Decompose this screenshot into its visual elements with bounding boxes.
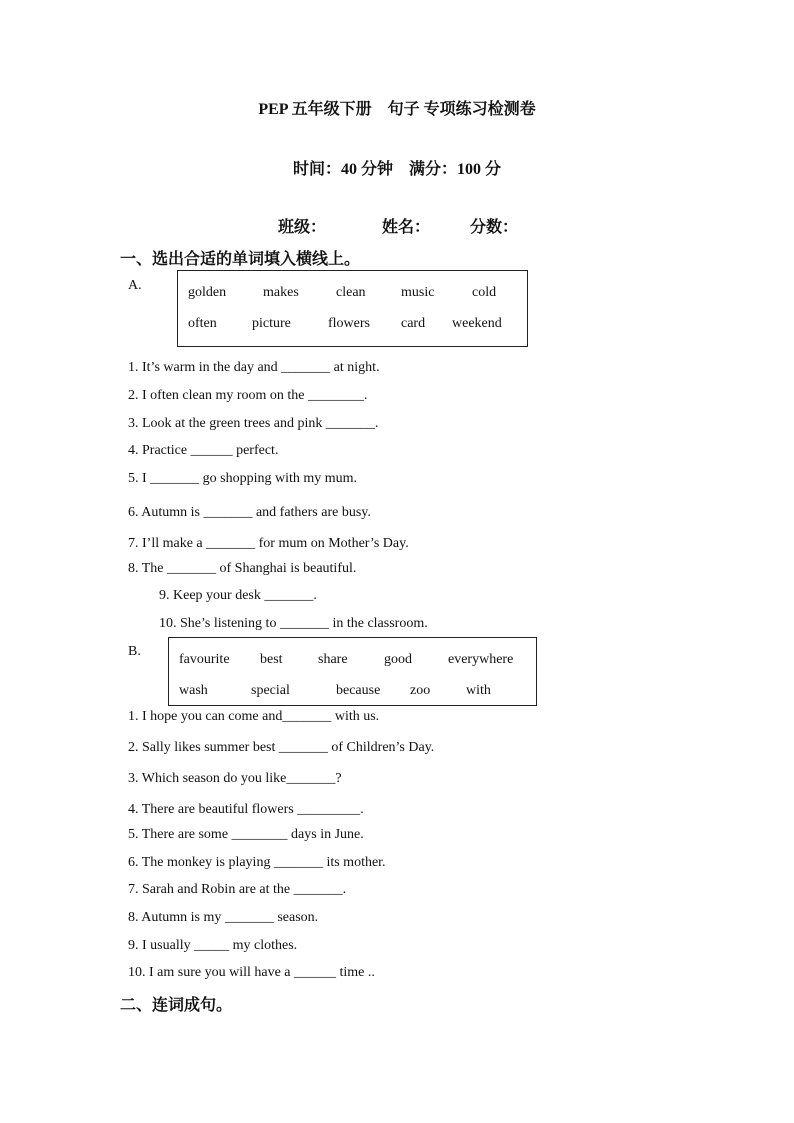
student-info-line bbox=[278, 214, 518, 237]
question-b10: 10. I am sure you will have a ______ time .. bbox=[128, 965, 375, 980]
score-label: 分数： bbox=[470, 219, 519, 236]
word-box-item: often bbox=[188, 316, 217, 331]
word-box-item: good bbox=[384, 652, 412, 667]
name-label: 姓名： bbox=[382, 219, 431, 236]
question-b9: 9. I usually _____ my clothes. bbox=[128, 938, 298, 953]
question-a4: 4. Practice ______ perfect. bbox=[128, 443, 279, 458]
word-box-item: music bbox=[401, 285, 435, 300]
question-b7: 7. Sarah and Robin are at the _______. bbox=[128, 882, 347, 897]
word-box-item: wash bbox=[179, 683, 208, 698]
question-b3: 3. Which season do you like_______? bbox=[128, 771, 342, 786]
word-box-item: because bbox=[336, 683, 381, 698]
part-b-label: B. bbox=[128, 644, 141, 659]
class-label: 班级： bbox=[278, 219, 327, 236]
question-a6: 6. Autumn is _______ and fathers are busy. bbox=[128, 505, 371, 520]
word-box-item: picture bbox=[252, 316, 291, 331]
question-b1: 1. I hope you can come and_______ with us. bbox=[128, 709, 380, 724]
question-b8: 8. Autumn is my _______ season. bbox=[128, 910, 319, 925]
word-box-item: card bbox=[401, 316, 426, 331]
time-score-line: 时间：40 分钟 满分：100 分 bbox=[292, 161, 501, 178]
word-box-item: zoo bbox=[410, 683, 431, 698]
question-b6: 6. The monkey is playing _______ its mother. bbox=[128, 855, 386, 870]
word-box-item: clean bbox=[336, 285, 366, 300]
word-box-item: everywhere bbox=[448, 652, 514, 667]
word-box-item: makes bbox=[263, 285, 299, 300]
word-box-item: best bbox=[260, 652, 283, 667]
word-box-item: special bbox=[251, 683, 290, 698]
section1-title: 一、选出合适的单词填入横线上。 bbox=[120, 251, 361, 268]
word-box-item: golden bbox=[188, 285, 227, 300]
word-box-item: with bbox=[466, 683, 491, 698]
word-box-item: favourite bbox=[179, 652, 230, 667]
section2-title: 二、连词成句。 bbox=[120, 997, 233, 1014]
question-a9: 9. Keep your desk _______. bbox=[159, 588, 317, 603]
question-a3: 3. Look at the green trees and pink _______. bbox=[128, 416, 379, 431]
question-a10: 10. She’s listening to _______ in the classroom. bbox=[159, 616, 428, 631]
question-a1: 1. It’s warm in the day and _______ at night. bbox=[128, 360, 380, 375]
part-a-label: A. bbox=[128, 278, 142, 293]
part-b-word-box bbox=[168, 637, 537, 706]
question-b5: 5. There are some ________ days in June. bbox=[128, 827, 364, 842]
word-box-item: cold bbox=[472, 285, 497, 300]
question-b2: 2. Sally likes summer best _______ of Children’s Day. bbox=[128, 740, 435, 755]
page-title: PEP 五年级下册 句子 专项练习检测卷 bbox=[258, 101, 536, 118]
question-a7: 7. I’ll make a _______ for mum on Mother’s Day. bbox=[128, 536, 409, 551]
part-a-word-box bbox=[177, 270, 528, 347]
question-a5: 5. I _______ go shopping with my mum. bbox=[128, 471, 358, 486]
word-box-item: flowers bbox=[328, 316, 370, 331]
word-box-item: weekend bbox=[452, 316, 502, 331]
word-box-item: share bbox=[318, 652, 348, 667]
question-b4: 4. There are beautiful flowers _________. bbox=[128, 802, 364, 817]
question-a2: 2. I often clean my room on the ________. bbox=[128, 388, 368, 403]
question-a8: 8. The _______ of Shanghai is beautiful. bbox=[128, 561, 357, 576]
